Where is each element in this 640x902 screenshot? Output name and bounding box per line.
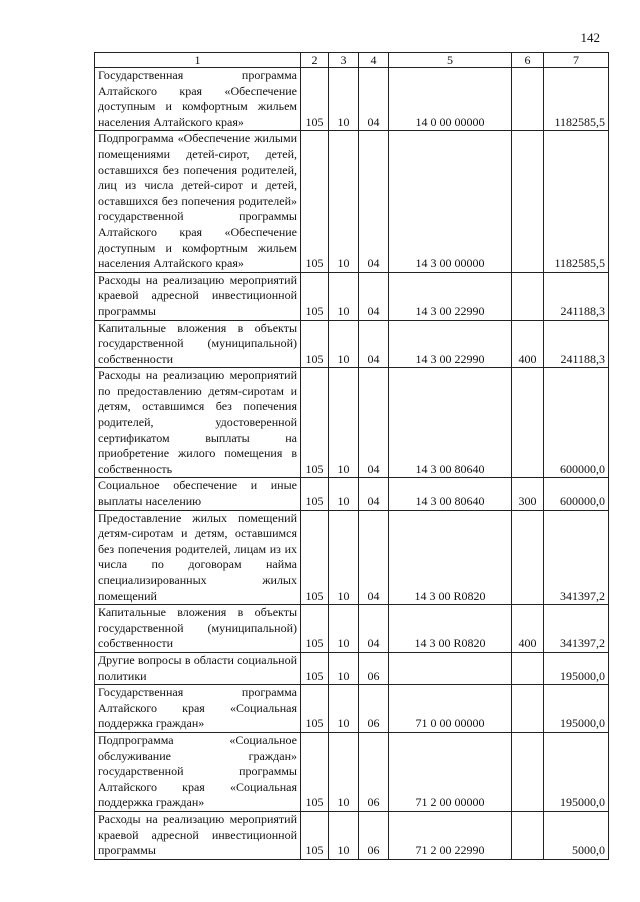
section-code: 10 — [329, 131, 359, 272]
target-article-code: 14 3 00 80640 — [389, 478, 512, 510]
expense-type-code — [512, 685, 544, 733]
ministry-code: 105 — [301, 811, 329, 859]
expense-type-code: 400 — [512, 605, 544, 653]
section-code: 10 — [329, 320, 359, 368]
ministry-code: 105 — [301, 478, 329, 510]
expense-type-code — [512, 272, 544, 320]
expense-name: Государственная программа Алтайского края «Обеспечение доступным и комфортным жильем населения Алтайского края» — [95, 68, 301, 131]
amount: 341397,2 — [544, 605, 609, 653]
expense-name: Расходы на реализацию мероприятий краевой адресной инвестиционной программы — [95, 272, 301, 320]
subsection-code: 04 — [359, 272, 389, 320]
expense-name: Расходы на реализацию мероприятий по предоставлению детям-сиротам и детям, оставшимся без попечения родителей, удостоверенной сертификатом выплаты на приобретение жилого помещения в собственность — [95, 368, 301, 478]
target-article-code: 14 3 00 22990 — [389, 272, 512, 320]
header-cell-4: 4 — [359, 53, 389, 68]
section-code: 10 — [329, 510, 359, 605]
header-cell-2: 2 — [301, 53, 329, 68]
subsection-code: 04 — [359, 368, 389, 478]
expense-name: Расходы на реализацию мероприятий краевой адресной инвестиционной программы — [95, 811, 301, 859]
subsection-code: 04 — [359, 68, 389, 131]
subsection-code: 04 — [359, 320, 389, 368]
section-code: 10 — [329, 368, 359, 478]
table-row — [95, 320, 609, 368]
expense-name: Подпрограмма «Социальное обслуживание граждан» государственной программы Алтайского края «Социальная поддержка граждан» — [95, 732, 301, 811]
section-code: 10 — [329, 685, 359, 733]
target-article-code: 71 2 00 22990 — [389, 811, 512, 859]
amount: 1182585,5 — [544, 131, 609, 272]
table-row — [95, 732, 609, 811]
ministry-code: 105 — [301, 320, 329, 368]
expense-type-code — [512, 652, 544, 684]
subsection-code: 06 — [359, 811, 389, 859]
section-code: 10 — [329, 811, 359, 859]
section-code: 10 — [329, 68, 359, 131]
table-row — [95, 272, 609, 320]
page-number: 142 — [580, 30, 600, 45]
expense-type-code: 400 — [512, 320, 544, 368]
expense-type-code — [512, 131, 544, 272]
expense-name: Другие вопросы в области социальной политики — [95, 652, 301, 684]
ministry-code: 105 — [301, 510, 329, 605]
target-article-code: 71 0 00 00000 — [389, 685, 512, 733]
amount: 241188,3 — [544, 320, 609, 368]
ministry-code: 105 — [301, 131, 329, 272]
ministry-code: 105 — [301, 605, 329, 653]
header-cell-7: 7 — [544, 53, 609, 68]
expense-name: Социальное обеспечение и иные выплаты населению — [95, 478, 301, 510]
amount: 600000,0 — [544, 368, 609, 478]
expense-name: Капитальные вложения в объекты государственной (муниципальной) собственности — [95, 320, 301, 368]
expense-name: Подпрограмма «Обеспечение жилыми помещениями детей-сирот, детей, оставшихся без попечения родителей, лиц из числа детей-сирот и детей, оставшихся без попечения родителей» государственной программы Алтайского края «Обеспечение доступным и комфортным жильем населения Алтайского края» — [95, 131, 301, 272]
expense-name: Государственная программа Алтайского края «Социальная поддержка граждан» — [95, 685, 301, 733]
amount: 5000,0 — [544, 811, 609, 859]
amount: 195000,0 — [544, 652, 609, 684]
table-row — [95, 605, 609, 653]
subsection-code: 04 — [359, 510, 389, 605]
subsection-code: 06 — [359, 732, 389, 811]
ministry-code: 105 — [301, 368, 329, 478]
amount: 1182585,5 — [544, 68, 609, 131]
target-article-code — [389, 652, 512, 684]
amount: 341397,2 — [544, 510, 609, 605]
ministry-code: 105 — [301, 272, 329, 320]
table-row — [95, 368, 609, 478]
header-cell-1: 1 — [95, 53, 301, 68]
target-article-code: 71 2 00 00000 — [389, 732, 512, 811]
section-code: 10 — [329, 732, 359, 811]
expense-type-code — [512, 510, 544, 605]
ministry-code: 105 — [301, 685, 329, 733]
expense-type-code — [512, 68, 544, 131]
table-row — [95, 685, 609, 733]
target-article-code: 14 3 00 R0820 — [389, 510, 512, 605]
target-article-code: 14 3 00 00000 — [389, 131, 512, 272]
amount: 195000,0 — [544, 685, 609, 733]
subsection-code: 04 — [359, 131, 389, 272]
table-row — [95, 478, 609, 510]
target-article-code: 14 3 00 R0820 — [389, 605, 512, 653]
expense-type-code — [512, 811, 544, 859]
table-row — [95, 131, 609, 272]
section-code: 10 — [329, 605, 359, 653]
expense-type-code — [512, 368, 544, 478]
ministry-code: 105 — [301, 732, 329, 811]
amount: 241188,3 — [544, 272, 609, 320]
header-cell-3: 3 — [329, 53, 359, 68]
header-cell-6: 6 — [512, 53, 544, 68]
section-code: 10 — [329, 652, 359, 684]
subsection-code: 04 — [359, 478, 389, 510]
table-row — [95, 510, 609, 605]
table-row — [95, 811, 609, 859]
table-row — [95, 68, 609, 131]
ministry-code: 105 — [301, 68, 329, 131]
budget-table — [94, 52, 609, 860]
expense-name: Капитальные вложения в объекты государственной (муниципальной) собственности — [95, 605, 301, 653]
target-article-code: 14 0 00 00000 — [389, 68, 512, 131]
subsection-code: 06 — [359, 652, 389, 684]
ministry-code: 105 — [301, 652, 329, 684]
amount: 600000,0 — [544, 478, 609, 510]
header-cell-5: 5 — [389, 53, 512, 68]
expense-type-code: 300 — [512, 478, 544, 510]
subsection-code: 06 — [359, 685, 389, 733]
amount: 195000,0 — [544, 732, 609, 811]
expense-name: Предоставление жилых помещений детям-сиротам и детям, оставшимся без попечения родителей, лицам из их числа по договорам найма специализированных жилых помещений — [95, 510, 301, 605]
section-code: 10 — [329, 272, 359, 320]
expense-type-code — [512, 732, 544, 811]
table-row — [95, 652, 609, 684]
table-header-row — [95, 53, 609, 68]
subsection-code: 04 — [359, 605, 389, 653]
target-article-code: 14 3 00 80640 — [389, 368, 512, 478]
target-article-code: 14 3 00 22990 — [389, 320, 512, 368]
section-code: 10 — [329, 478, 359, 510]
